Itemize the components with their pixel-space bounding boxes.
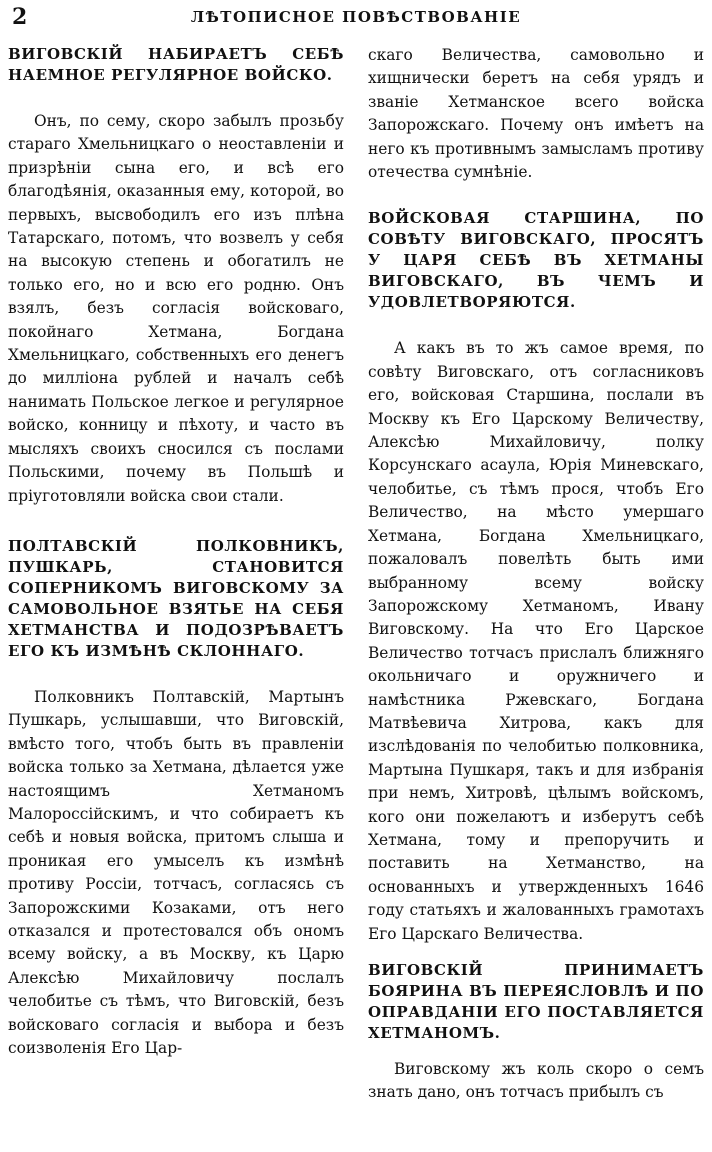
left-column [8,44,344,1060]
running-title: ЛѢТОПИСНОЕ ПОВѢСТВОВАНІЕ [190,8,522,26]
page-number: 2 [12,4,28,30]
paragraph-2: Полковникъ Полтавскій, Мартынъ Пушкарь, услышавши, что Виговскій, вмѣсто того, чтобъ быть въ правленіи войска только за Хетмана, дѣлается уже настоящимъ Хетманомъ Малороссійскимъ, и что собираетъ къ себѣ и новыя войска, притомъ слыша и проникая его умыселъ къ измѣнѣ противу Россіи, тотчасъ, согласясь съ Запорожскими Козаками, отъ него отказался и протестовался объ ономъ всему войску, а въ Москву, къ Царю Алексѣю Михайловичу послалъ челобитье съ тѣмъ, что Виговскій, безъ войсковаго согласія и выбора и безъ соизволенія Его Цар- [8,687,344,1057]
paragraph-1: Онъ, по сему, скоро забылъ прозьбу стараго Хмельницкаго о неоставленіи и призрѣніи сына его, и всѣ его благодѣянія, оказанныя ему, которой, во первыхъ, высвободилъ его изъ плѣна Татарскаго, потомъ, что возвелъ у себя на высокую степень и обогатилъ не только его, но и всю его родню. Онъ взялъ, безъ согласія войсковаго, покойнаго Хетмана, Богдана Хмельницкаго, собственныхъ его денегъ до милліона рублей и началъ себѣ нанимать Польское легкое и регулярное войско, конницу и пѣхоту, и часто въ мысляхъ своихъ сносился съ послами Польскими, почему въ Польшѣ и пріуготовляли войска свои стали. [8,112,344,505]
section-heading-2: ПОЛТАВСКІЙ ПОЛКОВНИКЪ, ПУШКАРЬ, СТАНОВИТСЯ СОПЕРНИКОМЪ ВИГОВСКОМУ ЗА САМОВОЛЬНОЕ ВЗЯТЬЕ НА СЕБЯ ХЕТМАНСТВА И ПОДОЗРѢВАЕТЪ ЕГО КЪ ИЗМѢНѢ СКЛОННАГО. [8,536,344,660]
paragraph-4: Виговскому жъ коль скоро о семъ знать дано, онъ тотчасъ прибылъ съ [368,1060,704,1102]
section-heading-1: ВИГОВСКІЙ НАБИРАЕТЪ СЕБѢ НАЕМНОЕ РЕГУЛЯРНОЕ ВОЙСКО. [8,45,344,84]
section-heading-4: ВИГОВСКІЙ ПРИНИМАЕТЪ БОЯРИНА ВЪ ПЕРЕЯСЛОВЛѢ И ПО ОПРАВДАНІИ ЕГО ПОСТАВЛЯЕТСЯ ХЕТМАНОМЪ. [368,961,704,1042]
paragraph-continued: скаго Величества, самовольно и хищнически беретъ на себя урядъ и званіе Хетманское всего войска Запорожскаго. Почему онъ имѣетъ на него къ противнымъ замысламъ противу отечества сумнѣніе. [368,46,704,182]
section-heading-3: ВОЙСКОВАЯ СТАРШИНА, ПО СОВѢТУ ВИГОВСКАГО, ПРОСЯТЪ У ЦАРЯ СЕБѢ ВЪ ХЕТМАНЫ ВИГОВСКАГО, ВЪ ЧЕМЪ И УДОВЛЕТВОРЯЮТСЯ. [368,209,704,312]
paragraph-3: А какъ въ то жъ самое время, по совѣту Виговскаго, отъ согласниковъ его, войсковая Старшина, послали въ Москву къ Его Царскому Величеству, Алексѣю Михайловичу, полку Корсунскаго асаула, Юрія Миневскаго, челобитье, съ тѣмъ прося, чтобъ Его Величество, на мѣсто умершаго Хетмана, Богдана Хмельницкаго, пожаловалъ повелѣть быть ими выбранному всему войску Запорожскому Хетманомъ, Ивану Виговскому. На что Его Царское Величество тотчасъ прислалъ ближняго окольничаго и оружничего и намѣстника Ржевскаго, Богдана Матвѣевича Хитрова, какъ для изслѣдованія по челобитью полковника, Мартына Пушкаря, такъ и для избранія при немъ, Хитровѣ, цѣлымъ войскомъ, кого они пожелаютъ и изберутъ себѣ Хетмана, тому и препоручить и поставить на Хетманство, на основанныхъ и утвержденныхъ 1646 году статьяхъ и жалованныхъ грамотахъ Его Царскаго Величества. [368,339,704,943]
right-column [368,44,704,1105]
